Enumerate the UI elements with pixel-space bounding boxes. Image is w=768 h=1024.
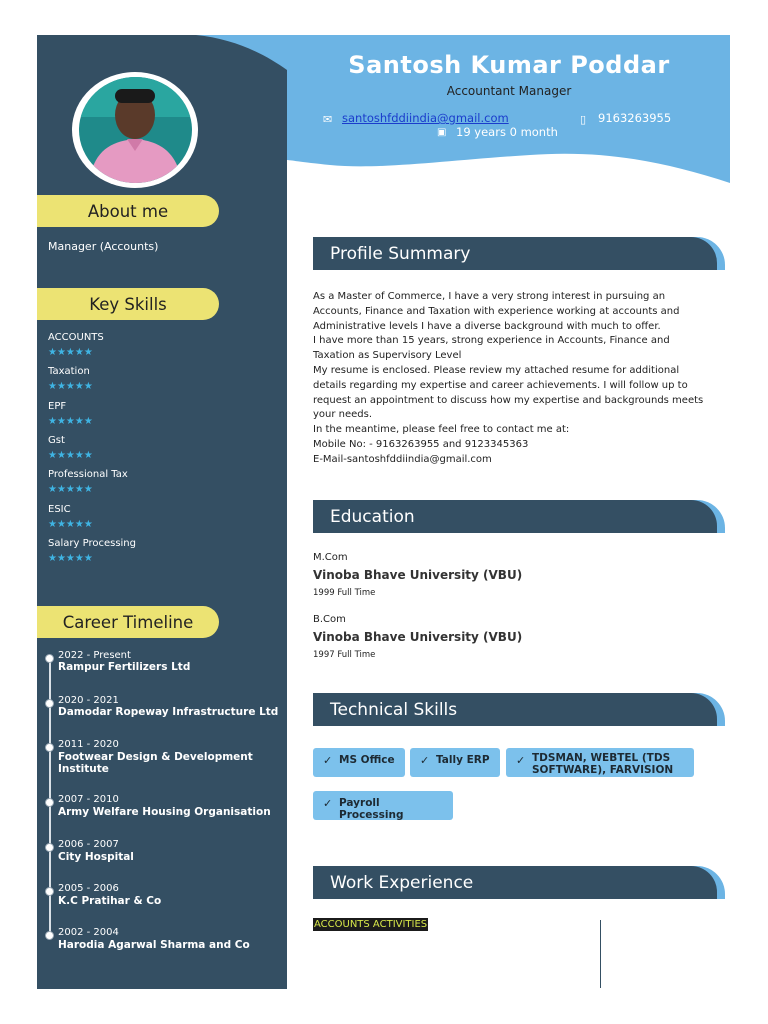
summary-line: As a Master of Commerce, I have a very strong interest in pursuing an bbox=[313, 291, 666, 302]
avatar bbox=[79, 77, 192, 183]
profile-summary-heading bbox=[313, 237, 725, 270]
technical-skill-chip bbox=[313, 791, 453, 820]
skill-name: Taxation bbox=[48, 366, 90, 377]
experience-text: 19 years 0 month bbox=[456, 125, 558, 139]
timeline-org: Footwear Design & Development Institute bbox=[58, 751, 253, 775]
timeline-org: Army Welfare Housing Organisation bbox=[58, 806, 271, 818]
technical-skill-label: Payroll Processing bbox=[339, 797, 404, 821]
check-icon: ✓ bbox=[323, 754, 333, 767]
timeline-org: Harodia Agarwal Sharma and Co bbox=[58, 939, 250, 951]
timeline-years: 2022 - Present bbox=[58, 650, 131, 661]
skill-name: ACCOUNTS bbox=[48, 332, 104, 343]
education-heading bbox=[313, 500, 725, 533]
skill-name: ESIC bbox=[48, 504, 71, 515]
timeline-years: 2007 - 2010 bbox=[58, 794, 119, 805]
summary-line: your needs. bbox=[313, 409, 373, 421]
section-heading-bar: Profile Summary bbox=[313, 237, 717, 270]
timeline-years: 2006 - 2007 bbox=[58, 839, 119, 850]
summary-line: I have more than 15 years, strong experience in Accounts, Finance and bbox=[313, 335, 670, 347]
skill-rating-stars: ★★★★★ bbox=[48, 347, 93, 358]
education-year: 1997 Full Time bbox=[313, 650, 376, 660]
timeline-dot bbox=[45, 931, 54, 940]
about-me-heading: About me bbox=[37, 195, 219, 227]
work-experience-label: ACCOUNTS ACTIVITIES bbox=[314, 919, 428, 930]
timeline-dot bbox=[45, 743, 54, 752]
timeline-dot bbox=[45, 798, 54, 807]
timeline-dot bbox=[45, 887, 54, 896]
technical-skill-chip bbox=[506, 748, 694, 777]
technical-skill-label: TDSMAN, WEBTEL (TDS SOFTWARE), FARVISION bbox=[532, 752, 674, 776]
skill-rating-stars: ★★★★★ bbox=[48, 450, 93, 461]
timeline-dot bbox=[45, 843, 54, 852]
candidate-name: Santosh Kumar Poddar bbox=[348, 51, 670, 79]
technical-skill-chip bbox=[410, 748, 500, 777]
skill-rating-stars: ★★★★★ bbox=[48, 416, 93, 427]
education-university: Vinoba Bhave University (VBU) bbox=[313, 630, 523, 644]
timeline-org: Damodar Ropeway Infrastructure Ltd bbox=[58, 706, 279, 718]
skill-rating-stars: ★★★★★ bbox=[48, 553, 93, 564]
profile-summary-text bbox=[313, 290, 723, 468]
check-icon: ✓ bbox=[516, 754, 526, 767]
summary-line: E-Mail-santoshfddiindia@gmail.com bbox=[313, 453, 492, 465]
work-experience-heading bbox=[313, 866, 725, 899]
technical-skills-heading bbox=[313, 693, 725, 726]
education-degree: M.Com bbox=[313, 552, 348, 563]
email-link[interactable]: santoshfddiindia@gmail.com bbox=[342, 111, 509, 125]
candidate-role: Accountant Manager bbox=[446, 84, 572, 98]
sidebar-curve bbox=[196, 35, 288, 165]
section-heading-bar: Education bbox=[313, 500, 717, 533]
timeline-years: 2005 - 2006 bbox=[58, 883, 119, 894]
timeline-years: 2011 - 2020 bbox=[58, 739, 119, 750]
timeline-years: 2002 - 2004 bbox=[58, 927, 119, 938]
timeline-org: Rampur Fertilizers Ltd bbox=[58, 661, 191, 673]
skill-rating-stars: ★★★★★ bbox=[48, 484, 93, 495]
skill-name: Salary Processing bbox=[48, 538, 136, 549]
summary-line: My resume is enclosed. Please review my attached resume for additional bbox=[313, 364, 680, 376]
summary-line: In the meantime, please feel free to contact me at: bbox=[313, 424, 570, 436]
skill-rating-stars: ★★★★★ bbox=[48, 519, 93, 530]
timeline-org: City Hospital bbox=[58, 851, 134, 863]
summary-line: Accounts, Finance and Taxation with experience working at accounts and bbox=[313, 305, 680, 317]
phone-number: 9163263955 bbox=[598, 111, 672, 125]
summary-line: Taxation as Supervisory Level bbox=[313, 350, 462, 362]
check-icon: ✓ bbox=[323, 797, 333, 810]
education-university: Vinoba Bhave University (VBU) bbox=[313, 568, 523, 582]
skill-name: Professional Tax bbox=[48, 469, 128, 480]
timeline-org: K.C Pratihar & Co bbox=[58, 895, 162, 907]
work-divider bbox=[600, 920, 601, 988]
technical-skill-label: Tally ERP bbox=[436, 754, 490, 766]
check-icon: ✓ bbox=[420, 754, 430, 767]
summary-line: request an appointment to discuss how my expertise and backgrounds meets bbox=[313, 394, 704, 406]
career-timeline-heading: Career Timeline bbox=[37, 606, 219, 638]
summary-line: details regarding my expertise and career achievements. I will follow up to bbox=[313, 379, 688, 391]
skill-name: EPF bbox=[48, 401, 67, 412]
technical-skill-label: MS Office bbox=[339, 754, 395, 766]
education-year: 1999 Full Time bbox=[313, 588, 376, 598]
section-heading-bar: Work Experience bbox=[313, 866, 717, 899]
phone-icon: ▯ bbox=[580, 113, 587, 126]
summary-line: Administrative levels I have a diverse background with much to offer. bbox=[313, 320, 661, 332]
key-skills-heading: Key Skills bbox=[37, 288, 219, 320]
email-icon: ✉ bbox=[323, 113, 333, 126]
skill-name: Gst bbox=[48, 435, 65, 446]
timeline-dot bbox=[45, 699, 54, 708]
about-me-text: Manager (Accounts) bbox=[48, 240, 159, 253]
technical-skill-chip bbox=[313, 748, 405, 777]
timeline-years: 2020 - 2021 bbox=[58, 695, 119, 706]
section-heading-bar: Technical Skills bbox=[313, 693, 717, 726]
briefcase-icon: ▣ bbox=[437, 127, 447, 138]
education-degree: B.Com bbox=[313, 614, 346, 625]
summary-line: Mobile No: - 9163263955 and 9123345363 bbox=[313, 438, 529, 450]
timeline-dot bbox=[45, 654, 54, 663]
skill-rating-stars: ★★★★★ bbox=[48, 381, 93, 392]
